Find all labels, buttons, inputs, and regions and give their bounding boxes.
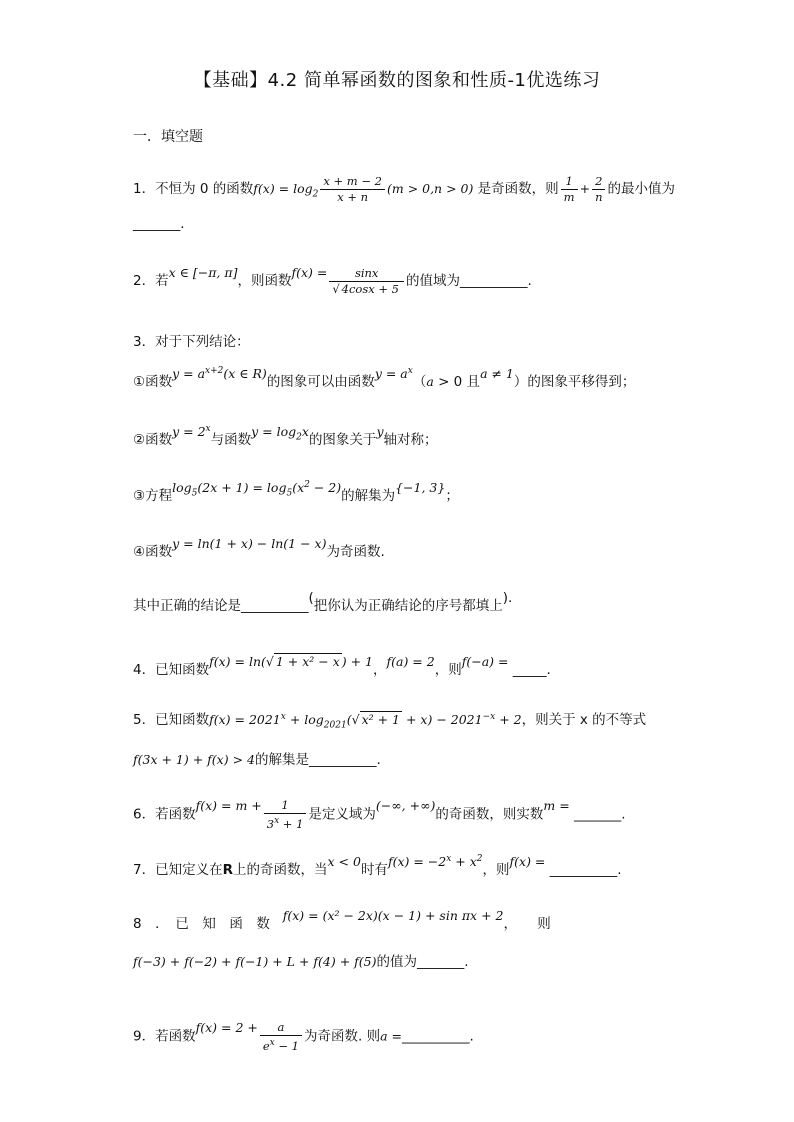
q1-text: 1．不恒为 0 的函数 <box>133 181 254 197</box>
section-heading: 一．填空题 <box>133 129 203 145</box>
q2-formula: f(x) = $\frac{\sin x}{√ 4\cos x + 5}$ <box>291 273 406 288</box>
question-9: 9．若函数f(x) = 2 + $\frac{a}{e^x - 1}$ 为奇函数. 则a =__________. <box>133 1020 474 1053</box>
question-2: 2．若x ∈ [−π, π]，则函数f(x) = $\frac{\sin x}{√ 4\cos x + 5}$ 的值域为__________. <box>133 265 532 296</box>
q3-conclusion: 其中正确的结论是__________(把你认为正确结论的序号都填上). <box>133 590 513 614</box>
question-3: 3．对于下列结论： <box>133 334 250 350</box>
q5-line-2: f(3x + 1) + f(x) > 4的解集是__________. <box>133 752 381 768</box>
q8-line-2: f(−3) + f(−2) + f(−1) + L + f(4) + f(5)的值为_______. <box>133 954 469 970</box>
q1-expression: $\frac{1}{m}$ + $\frac{2}{n}$ <box>559 181 608 196</box>
question-7: 7．已知定义在R上的奇函数，当x < 0时有$f(x) = -2^x + x^2$，则f(x) = __________. <box>133 853 622 878</box>
q3-item-2: ②函数$y = 2^x$与函数$y = \log_2x$的图象关于y轴对称； <box>133 423 438 448</box>
q1-text-end: 的最小值为 <box>607 181 675 197</box>
q2-condition: x ∈ [−π, π] <box>168 265 238 280</box>
page-title: 【基础】4.2 简单幂函数的图象和性质-1优选练习 <box>193 70 601 91</box>
q3-item-3: ③方程$\log_5(2x + 1) = \log_5(x^2 - 2)$的解集为{−1, 3}； <box>133 479 459 504</box>
q1-text-mid: 是奇函数，则 <box>477 181 559 197</box>
question-8: 8 ． 已 知 函 数 f(x) = (x² − 2x)(x − 1) + sin πx + 2， 则 <box>133 908 551 932</box>
question-5: 5．已知函数$f(x) = 2021^x + \log_{2021}(√$ $x^2 + 1 + x) - 2021^{-x} + 2$，则关于 x 的不等式 <box>133 711 647 731</box>
question-6: 6．若函数f(x) = m + $\frac{1}{3^x + 1}$ 是定义域为(−∞, +∞)的奇函数，则实数m = _______. <box>133 798 626 831</box>
question-4: 4．已知函数f(x) = ln(√ 1 + x² − x ) + 1，f(a) = 2，则f(−a) = _____. <box>133 654 551 678</box>
q1-answer-blank: _______. <box>133 216 185 232</box>
q3-item-1: ①函数$y = a^{x+2}(x$ ∈ R)的图象可以由函数$y = a^x(a > 0$ 且a ≠ 1）的图象平移得到； <box>133 365 636 390</box>
question-1 <box>133 174 675 205</box>
q1-formula: $f(x) = \log_2$ $\frac{x + m - 2}{x + n}$ (m > 0,n > 0) <box>253 174 474 204</box>
q3-item-4: ④函数y = ln(1 + x) − ln(1 − x)为奇函数. <box>133 536 385 560</box>
